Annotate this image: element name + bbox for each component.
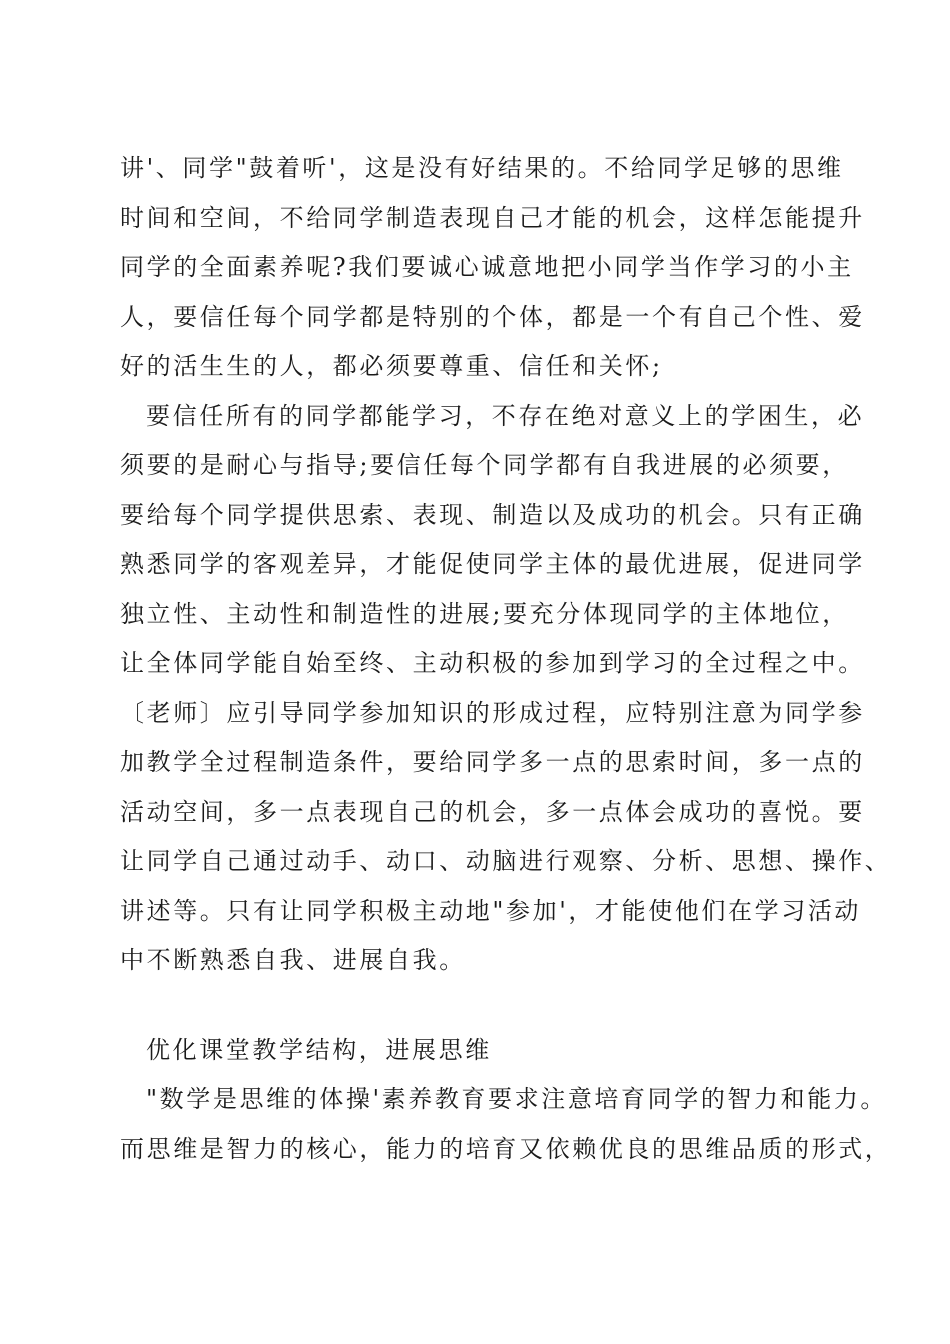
text-line: 加教学全过程制造条件，要给同学多一点的思索时间，多一点的 [120,748,865,776]
text-line: 独立性、主动性和制造性的进展;要充分体现同学的主体地位， [120,599,849,628]
document-body [120,148,892,1178]
text-line: 讲述等。只有让同学积极主动地"参加'，才能使他们在学习活动 [120,896,862,925]
text-line: 同学的全面素养呢?我们要诚心诚意地把小同学当作学习的小主 [120,253,854,281]
text-line: 〔老师〕应引导同学参加知识的形成过程，应特别注意为同学参 [120,698,865,727]
text-line: 活动空间，多一点表现自己的机会，多一点体会成功的喜悦。要 [120,797,865,826]
text-line: 中不断熟悉自我、进展自我。 [120,946,466,974]
text-line: 须要的是耐心与指导;要信任每个同学都有自我进展的必须要， [120,451,849,479]
text-line: 而思维是智力的核心，能力的培育又依赖优良的思维品质的形式， [120,1134,892,1163]
text-line: 讲'、同学"鼓着听'，这是没有好结果的。不给同学足够的思维 [120,154,844,182]
text-line: 要给每个同学提供思索、表现、制造以及成功的机会。只有正确 [120,500,865,529]
text-line: 时间和空间，不给同学制造表现自己才能的机会，这样怎能提升 [120,203,865,232]
section-heading: 优化课堂教学结构，进展思维 [146,1035,492,1064]
paragraph-start-line: "数学是思维的体操'素养教育要求注意培育同学的智力和能力。 [146,1085,888,1113]
text-line: 让全体同学能自始至终、主动积极的参加到学习的全过程之中。 [120,649,865,677]
paragraph-gap [120,990,855,1030]
text-line: 让同学自己通过动手、动口、动脑进行观察、分析、思想、操作、 [120,847,892,875]
text-line: 好的活生生的人，都必须要尊重、信任和关怀; [120,352,663,380]
text-line: 人，要信任每个同学都是特别的个体，都是一个有自己个性、爱 [120,302,865,331]
text-line: 熟悉同学的客观差异，才能促使同学主体的最优进展，促进同学 [120,550,865,578]
paragraph-start-line: 要信任所有的同学都能学习，不存在绝对意义上的学困生，必 [146,401,865,430]
